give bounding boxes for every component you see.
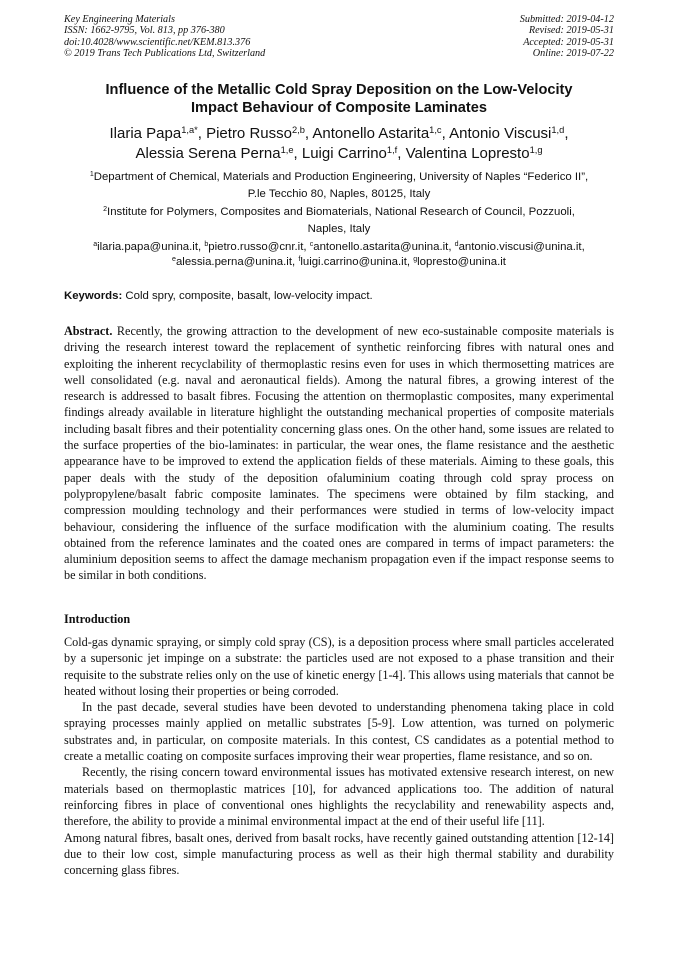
author-line-1	[64, 124, 614, 144]
copyright-line: © 2019 Trans Tech Publications Ltd, Switzerland	[64, 47, 266, 59]
email-separator: ,	[406, 256, 414, 268]
email-separator: ,	[303, 241, 310, 253]
revised-date: Revised: 2019-05-31	[528, 25, 614, 37]
author-separator: ,	[293, 145, 302, 162]
email-address[interactable]: lopresto@unina.it	[417, 256, 506, 268]
affiliation-text: Institute for Polymers, Composites and Biomaterials, National Research of Council, Pozzuoli,	[107, 206, 575, 218]
abstract-text: Recently, the growing attraction to the development of new eco-sustainable composite materials is driving the research interest toward the replacement of synthetic reinforcing fibres with natural ones and exploiting the inherent recyclability of thermoplastic resins even for uses in which thermosetting matrices are well consolidated (e.g. naval and aeronautical fields). Among the natural fibres, a growing interest of the research is addressed to basalt fibres. Focusing the attention on thermoplastic composites, many experimental findings already available in literature highlight the outstanding mechanical properties of composite materials including basalt fibres and their potentiality concerning glass ones. On the other hand, some issues are related to the surface properties of the bio-laminates: in particular, the wear ones, the flame resistance and the aesthetic appearance have to be improved to extend the application fields of these materials. Aiming to these goals, this paper deals with the study of the deposition ofaluminium coating through cold spray process on polypropylene/basalt fabric composite laminates. The specimens were obtained by film stacking, and compression moulding technology and their performances were studied in terms of low-velocity impact behaviour, considering the influence of the surface modification with the aluminium coating. The results obtained from the reference laminates and the coated ones are compared in terms of impact parameters: the aluminium deposition seems to affect the damage mechanism propagation even if the impact response seems to be similar in both conditions.	[64, 324, 614, 583]
email-separator: ,	[581, 241, 585, 253]
section-heading-introduction: Introduction	[64, 612, 131, 626]
email-mark: a	[93, 241, 98, 249]
submitted-date: Submitted: 2019-04-12	[519, 14, 614, 25]
keywords-label: Keywords:	[64, 290, 123, 302]
email-separator: ,	[292, 256, 299, 268]
submission-dates	[520, 14, 614, 59]
author-name: Antonello Astarita	[312, 125, 430, 142]
email-line-1	[64, 240, 614, 255]
email-line-2	[64, 255, 614, 270]
email-address[interactable]: antonello.astarita@unina.it	[313, 241, 449, 253]
author-name: Alessia Serena Perna	[135, 145, 281, 162]
body-paragraph: Cold-gas dynamic spraying, or simply cold spray (CS), is a deposition process where small particles accelerated by a supersonic jet impinge on a substrate: the particles used are not exposed to a phase transition and their requisite to the substrate relies only on the use of kinetic energy [1-4]. This allows using materials that cannot be heated without losing their properties or being corroded.	[64, 635, 614, 698]
author-affiliation-mark: 1,d	[551, 124, 565, 135]
email-mark: e	[172, 256, 176, 264]
affiliation-address: P.le Tecchio 80, Naples, 80125, Italy	[247, 188, 431, 200]
email-address[interactable]: ilaria.papa@unina.it	[97, 241, 198, 253]
author-separator: ,	[564, 125, 569, 142]
affiliation-address: Naples, Italy	[307, 223, 371, 235]
introduction-body	[64, 634, 614, 878]
author-list	[64, 124, 614, 164]
email-mark: f	[298, 256, 301, 264]
author-affiliation-mark: 1,f	[386, 144, 398, 155]
email-address[interactable]: pietro.russo@cnr.it	[208, 241, 304, 253]
body-paragraph: Among natural fibres, basalt ones, derived from basalt rocks, have recently gained outstanding attention [12-14] due to their low cost, simple manufacturing process as well as their high thermal stability and durability concerning glass fibres.	[64, 830, 614, 878]
body-paragraph: Recently, the rising concern toward environmental issues has motivated extensive research interest, on new materials based on thermoplastic matrices [10], for advanced applications too. The addition of natural reinforcing fibres in place of conventional ones highlights the recyclability and renewability aspects and, therefore, the ability to provide a minimal environmental impact at the end of their useful life [11].	[64, 765, 614, 829]
body-paragraph: In the past decade, several studies have been devoted to understanding phenomena taking place in cold spraying processes mainly applied on metallic substrates [5-9]. Low attention, was turned on polymeric substrates and, in particular, on composite materials. In this contest, CS candidates as a potential method to create a metallic coating on composite surfaces improving their wear properties, flame resistance, and so on.	[64, 700, 614, 764]
abstract-label: Abstract.	[64, 324, 113, 338]
email-address[interactable]: alessia.perna@unina.it	[175, 256, 293, 268]
accepted-date: Accepted: 2019-05-31	[523, 36, 614, 48]
email-separator: ,	[448, 241, 455, 253]
keywords-text: Cold spry, composite, basalt, low-velocity impact.	[122, 290, 373, 302]
author-line-2	[64, 144, 614, 164]
keywords	[64, 289, 614, 303]
journal-name: Key Engineering Materials	[64, 14, 175, 25]
issn-line: ISSN: 1662-9795, Vol. 813, pp 376-380	[64, 25, 225, 37]
affiliation-mark: 2	[103, 206, 108, 214]
title-line-1: Influence of the Metallic Cold Spray Deposition on the Low-Velocity	[105, 82, 573, 98]
email-separator: ,	[197, 241, 205, 253]
title-line-2: Impact Behaviour of Composite Laminates	[191, 99, 487, 116]
email-mark: d	[454, 241, 459, 249]
author-name: Luigi Carrino	[301, 145, 387, 162]
email-mark: b	[204, 241, 209, 249]
author-name: Pietro Russo	[206, 125, 292, 142]
journal-info	[64, 14, 265, 59]
abstract	[64, 323, 614, 584]
author-separator: ,	[397, 145, 406, 162]
email-mark: g	[413, 256, 418, 264]
author-affiliation-mark: 1,g	[529, 144, 543, 155]
affiliation-1	[64, 169, 614, 203]
author-name: Ilaria Papa	[109, 125, 182, 142]
author-affiliation-mark: 1,e	[280, 144, 294, 155]
affiliation-2	[64, 204, 614, 238]
doi-line: doi:10.4028/www.scientific.net/KEM.813.376	[64, 36, 251, 48]
author-emails	[64, 240, 614, 270]
email-mark: c	[309, 241, 314, 249]
author-affiliation-mark: 2,b	[291, 124, 305, 135]
paper-title	[64, 82, 614, 117]
author-separator: ,	[304, 125, 313, 142]
email-address[interactable]: antonio.viscusi@unina.it	[458, 241, 582, 253]
affiliation-text: Department of Chemical, Materials and Production Engineering, University of Naples “Federico II”,	[93, 171, 589, 183]
author-affiliation-mark: 1,c	[429, 124, 442, 135]
author-name: Valentina Lopresto	[405, 145, 530, 162]
online-date: Online: 2019-07-22	[532, 47, 614, 59]
author-separator: ,	[441, 125, 450, 142]
author-name: Antonio Viscusi	[449, 125, 552, 142]
author-separator: ,	[197, 125, 207, 142]
author-affiliation-mark: 1,a*	[181, 124, 198, 135]
affiliation-mark: 1	[89, 171, 94, 179]
email-address[interactable]: luigi.carrino@unina.it	[300, 256, 407, 268]
